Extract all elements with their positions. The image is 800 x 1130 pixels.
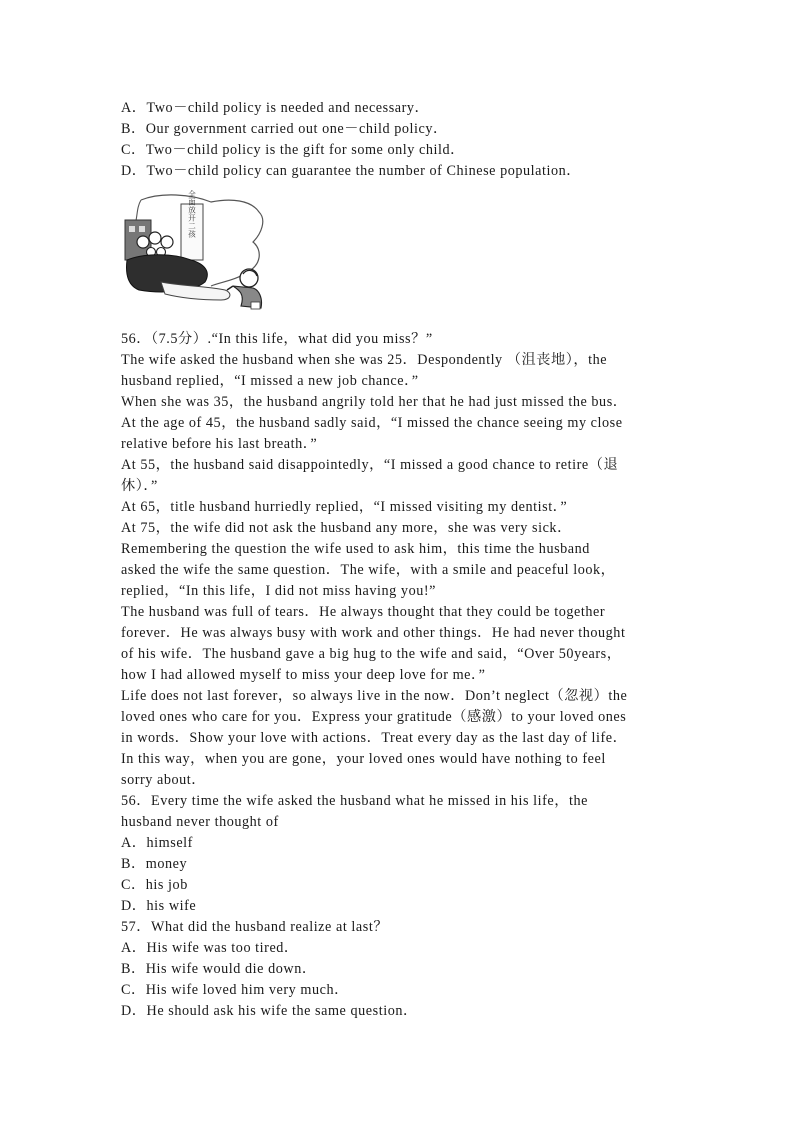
passage-line: replied，“In this life，I did not miss having you!” (121, 583, 436, 599)
q55-option-d: D．Two－child policy can guarantee the number of Chinese population． (121, 163, 582, 179)
passage-line: Life does not last forever，so always live in the now．Don’t neglect（忽视）the (121, 688, 628, 704)
q56-option-d: D．his wife (121, 898, 197, 914)
passage-line: At the age of 45，the husband sadly said，“I missed the chance seeing my close (121, 415, 623, 431)
passage-line: of his wife．The husband gave a big hug to the wife and said，“Over 50years， (121, 646, 622, 662)
cartoon-illustration (121, 190, 271, 320)
q57-option-b: B．His wife would die down． (121, 961, 317, 977)
passage-line: how I had allowed myself to miss your deep love for me．” (121, 667, 486, 683)
q55-option-a: A．Two－child policy is needed and necessary． (121, 100, 430, 116)
q56-stem: husband never thought of (121, 814, 279, 830)
passage-line: Remembering the question the wife used to ask him，this time the husband (121, 541, 590, 557)
passage-line: loved ones who care for you．Express your gratitude（感激）to your loved ones (121, 709, 627, 725)
passage-line: At 55，the husband said disappointedly，“I missed a good chance to retire（退 (121, 457, 619, 473)
passage-line: At 75，the wife did not ask the husband any more，she was very sick． (121, 520, 572, 536)
q57-option-d: D．He should ask his wife the same question． (121, 1003, 418, 1019)
q55-option-c: C．Two－child policy is the gift for some only child． (121, 142, 465, 158)
passage-line: The husband was full of tears．He always thought that they could be together (121, 604, 606, 620)
q56-option-b: B．money (121, 856, 188, 872)
passage-line: in words．Show your love with actions．Treat every day as the last day of life． (121, 730, 628, 746)
q56-stem: 56．Every time the wife asked the husband what he missed in his life，the (121, 793, 588, 809)
passage-line: asked the wife the same question．The wife，with a smile and peaceful look， (121, 562, 616, 578)
q56-option-a: A．himself (121, 835, 193, 851)
passage-title: 56．（7.5分）.“In this life，what did you miss？” (121, 331, 433, 347)
passage-line: The wife asked the husband when she was 25．Despondently （沮丧地），the (121, 352, 608, 368)
q56-option-c: C．his job (121, 877, 188, 893)
passage-line: sorry about． (121, 772, 207, 788)
q57-option-c: C．His wife loved him very much． (121, 982, 349, 998)
sign-text: 全面放开二孩 (187, 190, 197, 239)
q57-stem: 57．What did the husband realize at last？ (121, 919, 389, 935)
passage-line: 休）．” (121, 478, 158, 494)
q57-option-a: A．His wife was too tired． (121, 940, 299, 956)
passage-line: husband replied，“I missed a new job chance．” (121, 373, 419, 389)
passage-line: At 65，title husband hurriedly replied，“I missed visiting my dentist．” (121, 499, 568, 515)
passage-line: relative before his last breath．” (121, 436, 318, 452)
q55-option-b: B．Our government carried out one－child policy． (121, 121, 448, 137)
passage-line: In this way，when you are gone，your loved ones would have nothing to feel (121, 751, 606, 767)
passage-line: forever．He was always busy with work and other things．He had never thought (121, 625, 626, 641)
passage-line: When she was 35，the husband angrily told her that he had just missed the bus． (121, 394, 628, 410)
